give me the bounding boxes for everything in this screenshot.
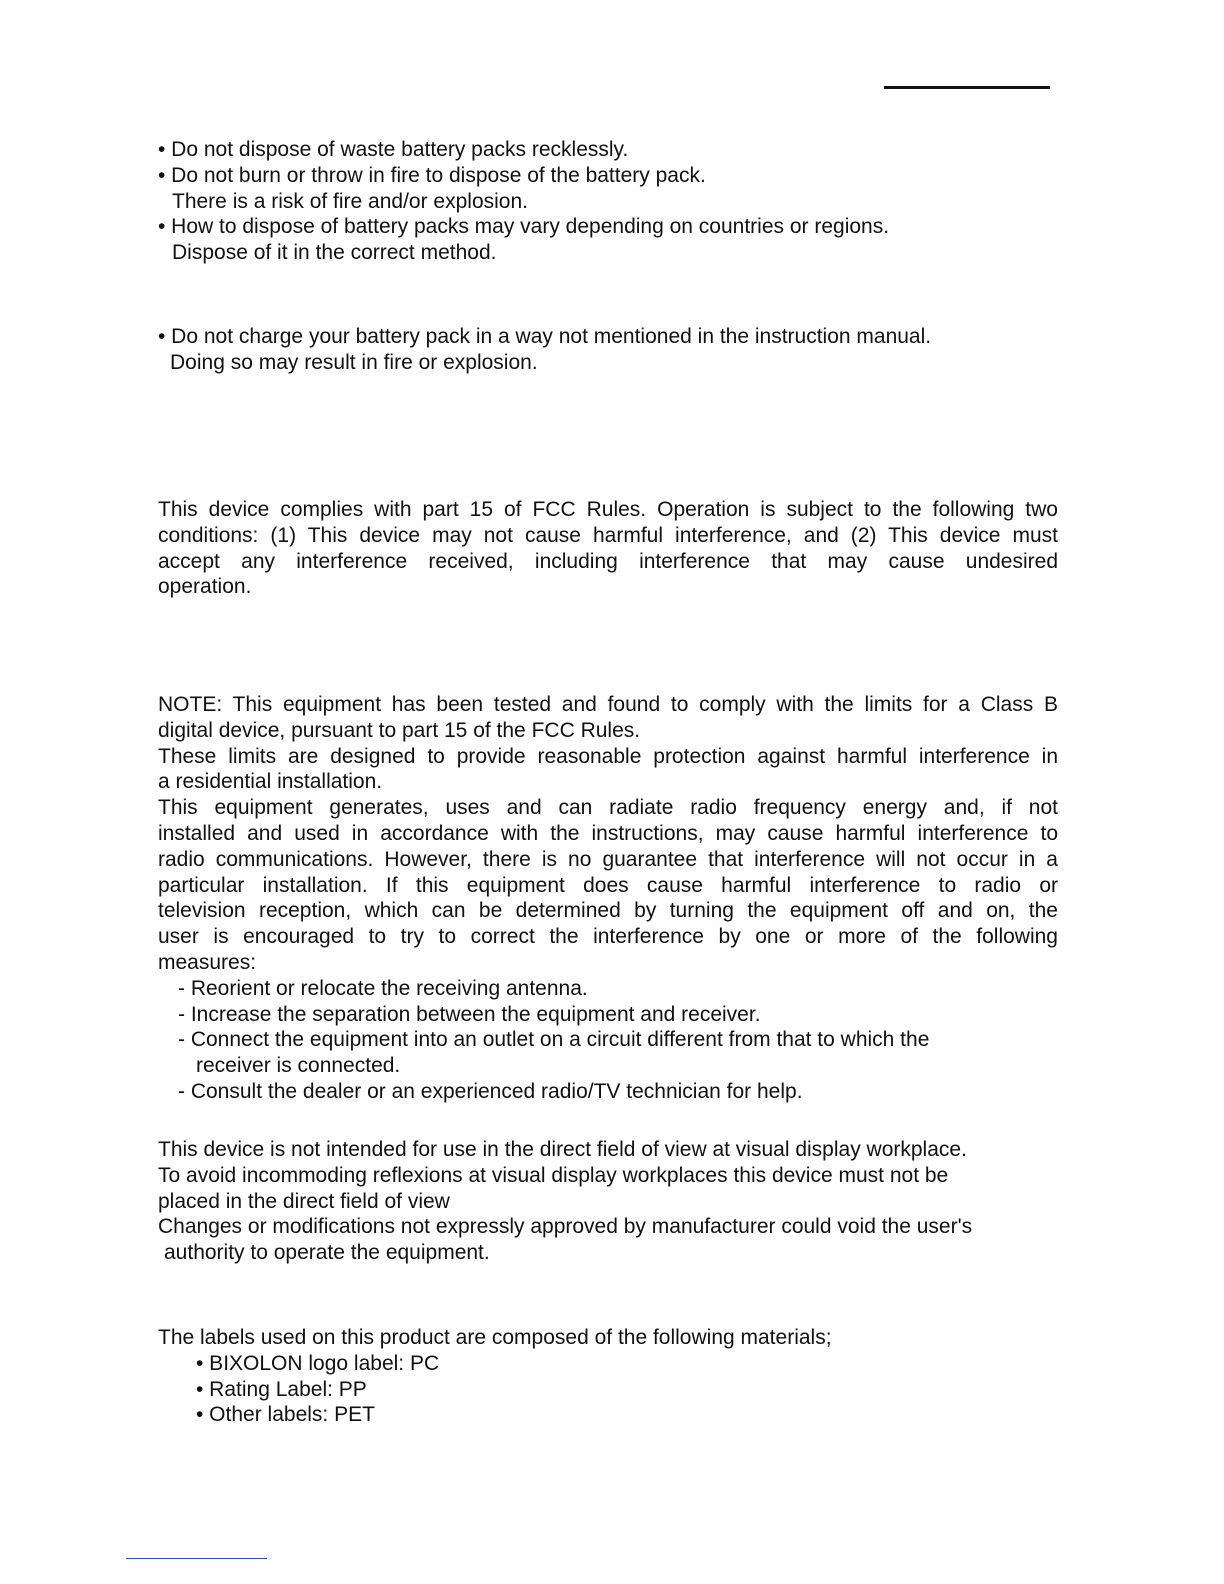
note-line: digital device, pursuant to part 15 of the FCC Rules.: [158, 718, 641, 742]
note-line: measures:: [158, 950, 257, 974]
label-materials-section: [158, 1325, 1058, 1428]
note-line: installed and used in accordance with the instructions, may cause harmful interference to: [158, 821, 1058, 845]
fcc-compliance-section: [158, 497, 1058, 600]
disposal-item: • How to dispose of battery packs may vary depending on countries or regions.: [158, 215, 890, 239]
measure-item: - Consult the dealer or an experienced radio/TV technician for help.: [178, 1079, 803, 1103]
workplace-line: This device is not intended for use in the direct field of view at visual display workplace.: [158, 1138, 967, 1161]
disposal-item-continuation: There is a risk of fire and/or explosion.: [172, 189, 528, 213]
label-material-item: • Rating Label: PP: [196, 1377, 367, 1401]
workplace-section: [158, 1137, 1058, 1266]
note-line: television reception, which can be determined by turning the equipment off and on, the: [158, 899, 1058, 923]
note-line: user is encouraged to try to correct the interference by one or more of the following: [158, 925, 1058, 949]
measure-item: - Increase the separation between the equipment and receiver.: [178, 1002, 761, 1026]
fcc-line: operation.: [158, 575, 252, 599]
note-line: a residential installation.: [158, 770, 383, 794]
note-line: particular installation. If this equipment does cause harmful interference to radio or: [158, 873, 1058, 897]
note-line: These limits are designed to provide reasonable protection against harmful interference in: [158, 744, 1058, 768]
disposal-item: • Do not dispose of waste battery packs recklessly.: [158, 138, 629, 161]
label-material-item: • Other labels: PET: [196, 1403, 375, 1427]
workplace-line: placed in the direct field of view: [158, 1189, 450, 1213]
note-line: NOTE: This equipment has been tested and found to comply with the limits for a Class B: [158, 693, 1058, 716]
header-rule: [884, 86, 1050, 89]
measure-item: - Reorient or relocate the receiving antenna.: [178, 976, 588, 1000]
labels-intro: The labels used on this product are composed of the following materials;: [158, 1326, 832, 1349]
disposal-item-continuation: Dispose of it in the correct method.: [172, 241, 497, 265]
fcc-line: accept any interference received, including interference that may cause undesired: [158, 549, 1058, 573]
footer-rule: [126, 1558, 267, 1559]
disposal-item: • Do not burn or throw in fire to dispose of the battery pack.: [158, 163, 706, 187]
note-line: This equipment generates, uses and can radiate radio frequency energy and, if not: [158, 796, 1058, 820]
charging-item-continuation: Doing so may result in fire or explosion.: [170, 350, 538, 374]
measure-item: - Connect the equipment into an outlet on a circuit different from that to which the: [178, 1028, 930, 1052]
fcc-line: conditions: (1) This device may not cause harmful interference, and (2) This device must: [158, 523, 1058, 547]
battery-charging-section: [158, 324, 1058, 376]
workplace-line: authority to operate the equipment.: [164, 1241, 490, 1265]
charging-item: • Do not charge your battery pack in a way not mentioned in the instruction manual.: [158, 325, 932, 348]
label-material-item: • BIXOLON logo label: PC: [196, 1351, 440, 1375]
workplace-line: To avoid incommoding reflexions at visual display workplaces this device must not be: [158, 1163, 949, 1187]
battery-disposal-section: [158, 137, 1058, 266]
fcc-note-section: [158, 692, 1058, 1105]
fcc-line: This device complies with part 15 of FCC Rules. Operation is subject to the following two: [158, 498, 1058, 521]
workplace-line: Changes or modifications not expressly approved by manufacturer could void the user's: [158, 1215, 973, 1239]
note-line: radio communications. However, there is no guarantee that interference will not occur in a: [158, 847, 1058, 871]
measure-item-continuation: receiver is connected.: [196, 1054, 401, 1078]
